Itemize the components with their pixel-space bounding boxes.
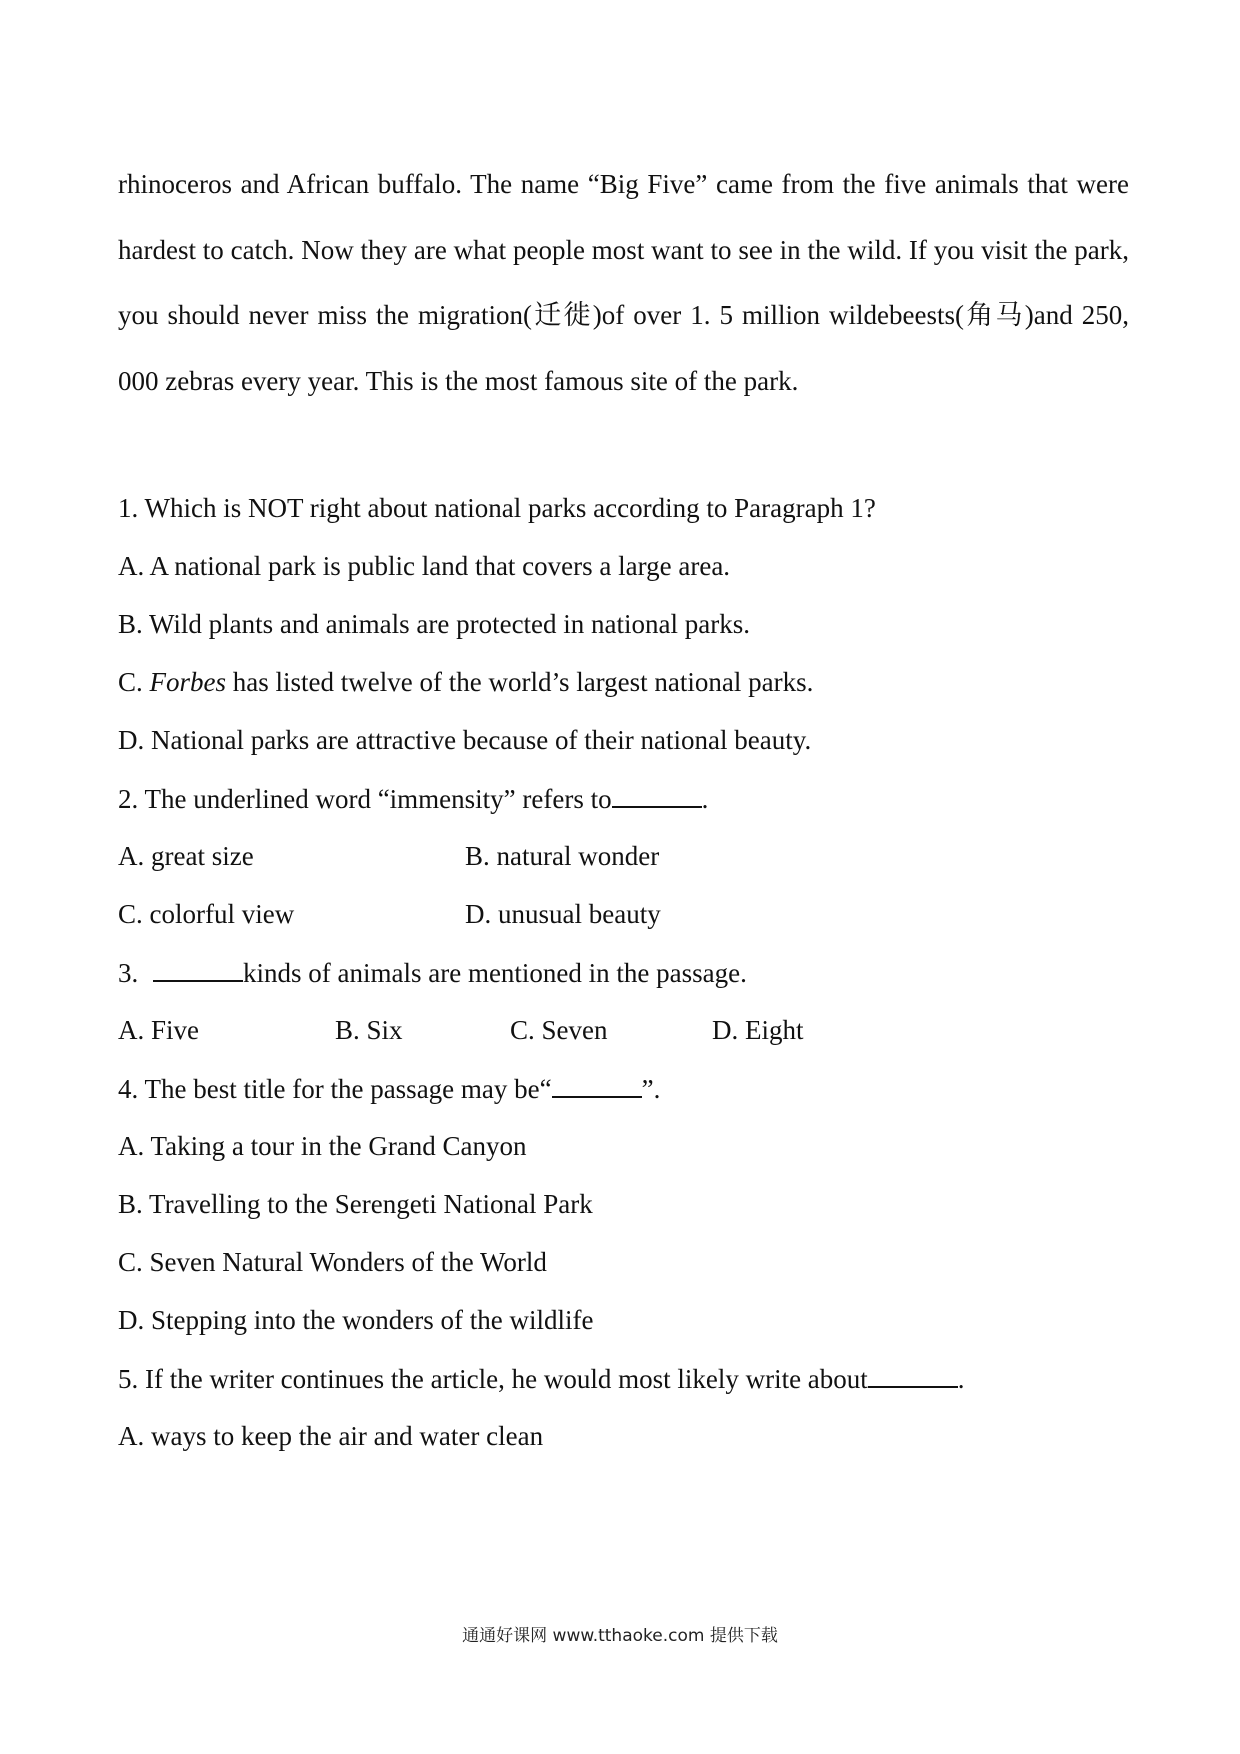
- question-3-option-a: A. Five: [118, 1015, 199, 1045]
- question-1-option-d: D. National parks are attractive because of their national beauty.: [118, 725, 812, 755]
- question-4-option-d: D. Stepping into the wonders of the wildlife: [118, 1305, 594, 1335]
- question-5-stem-text: 5. If the writer continues the article, he would most likely write about: [118, 1364, 868, 1394]
- question-4-option-a: A. Taking a tour in the Grand Canyon: [118, 1131, 527, 1161]
- question-2-option-b: B. natural wonder: [465, 841, 660, 871]
- question-3-stem-text: kinds of animals are mentioned in the passage.: [243, 958, 747, 988]
- question-2-stem-end: .: [701, 784, 709, 814]
- question-1-option-c: [118, 664, 813, 700]
- option-c-prefix: C.: [118, 667, 150, 697]
- question-5-stem-end: .: [957, 1364, 965, 1394]
- question-1-option-a: A. A national park is public land that covers a large area.: [118, 551, 731, 581]
- answer-blank: [612, 780, 702, 808]
- question-2-option-d: D. unusual beauty: [465, 899, 661, 929]
- question-5-option-a: A. ways to keep the air and water clean: [118, 1421, 544, 1451]
- question-3-stem: [118, 954, 747, 991]
- question-4-stem: [118, 1070, 660, 1107]
- forbes-italic: Forbes: [149, 667, 227, 697]
- question-2-option-a: A. great size: [118, 841, 254, 871]
- question-4-stem-end: ”.: [641, 1074, 661, 1104]
- question-3-option-b: B. Six: [335, 1015, 403, 1045]
- answer-blank: [153, 954, 243, 982]
- question-3-option-c: C. Seven: [510, 1015, 608, 1045]
- answer-blank: [552, 1070, 642, 1098]
- question-2-stem: [118, 780, 708, 817]
- question-2-stem-text: 2. The underlined word “immensity” refers to: [118, 784, 612, 814]
- passage-paragraph: rhinoceros and African buffalo. The name “Big Five” came from the five animals that were hardest to catch. Now they are what people most want to see in the wild. If you visit the park, you should never miss the migration(迁徙)of over 1. 5 million wildebeests(角马)and 250, 000 zebras every year. This is the most famous site of the park.: [118, 169, 1129, 396]
- question-2-option-c: C. colorful view: [118, 899, 295, 929]
- question-1-stem: 1. Which is NOT right about national parks according to Paragraph 1?: [118, 493, 876, 523]
- question-5-stem: [118, 1360, 965, 1397]
- option-c-rest: has listed twelve of the world’s largest national parks.: [226, 667, 814, 697]
- question-1-option-b: B. Wild plants and animals are protected in national parks.: [118, 609, 750, 639]
- question-4-option-b: B. Travelling to the Serengeti National Park: [118, 1189, 593, 1219]
- question-4-option-c: C. Seven Natural Wonders of the World: [118, 1247, 547, 1277]
- footer-watermark: 通通好课网 www.tthaoke.com 提供下载: [462, 1626, 778, 1646]
- question-3-option-d: D. Eight: [712, 1015, 804, 1045]
- question-4-stem-text: 4. The best title for the passage may be“: [118, 1074, 552, 1104]
- question-3-number: 3.: [118, 958, 145, 988]
- answer-blank: [868, 1360, 958, 1388]
